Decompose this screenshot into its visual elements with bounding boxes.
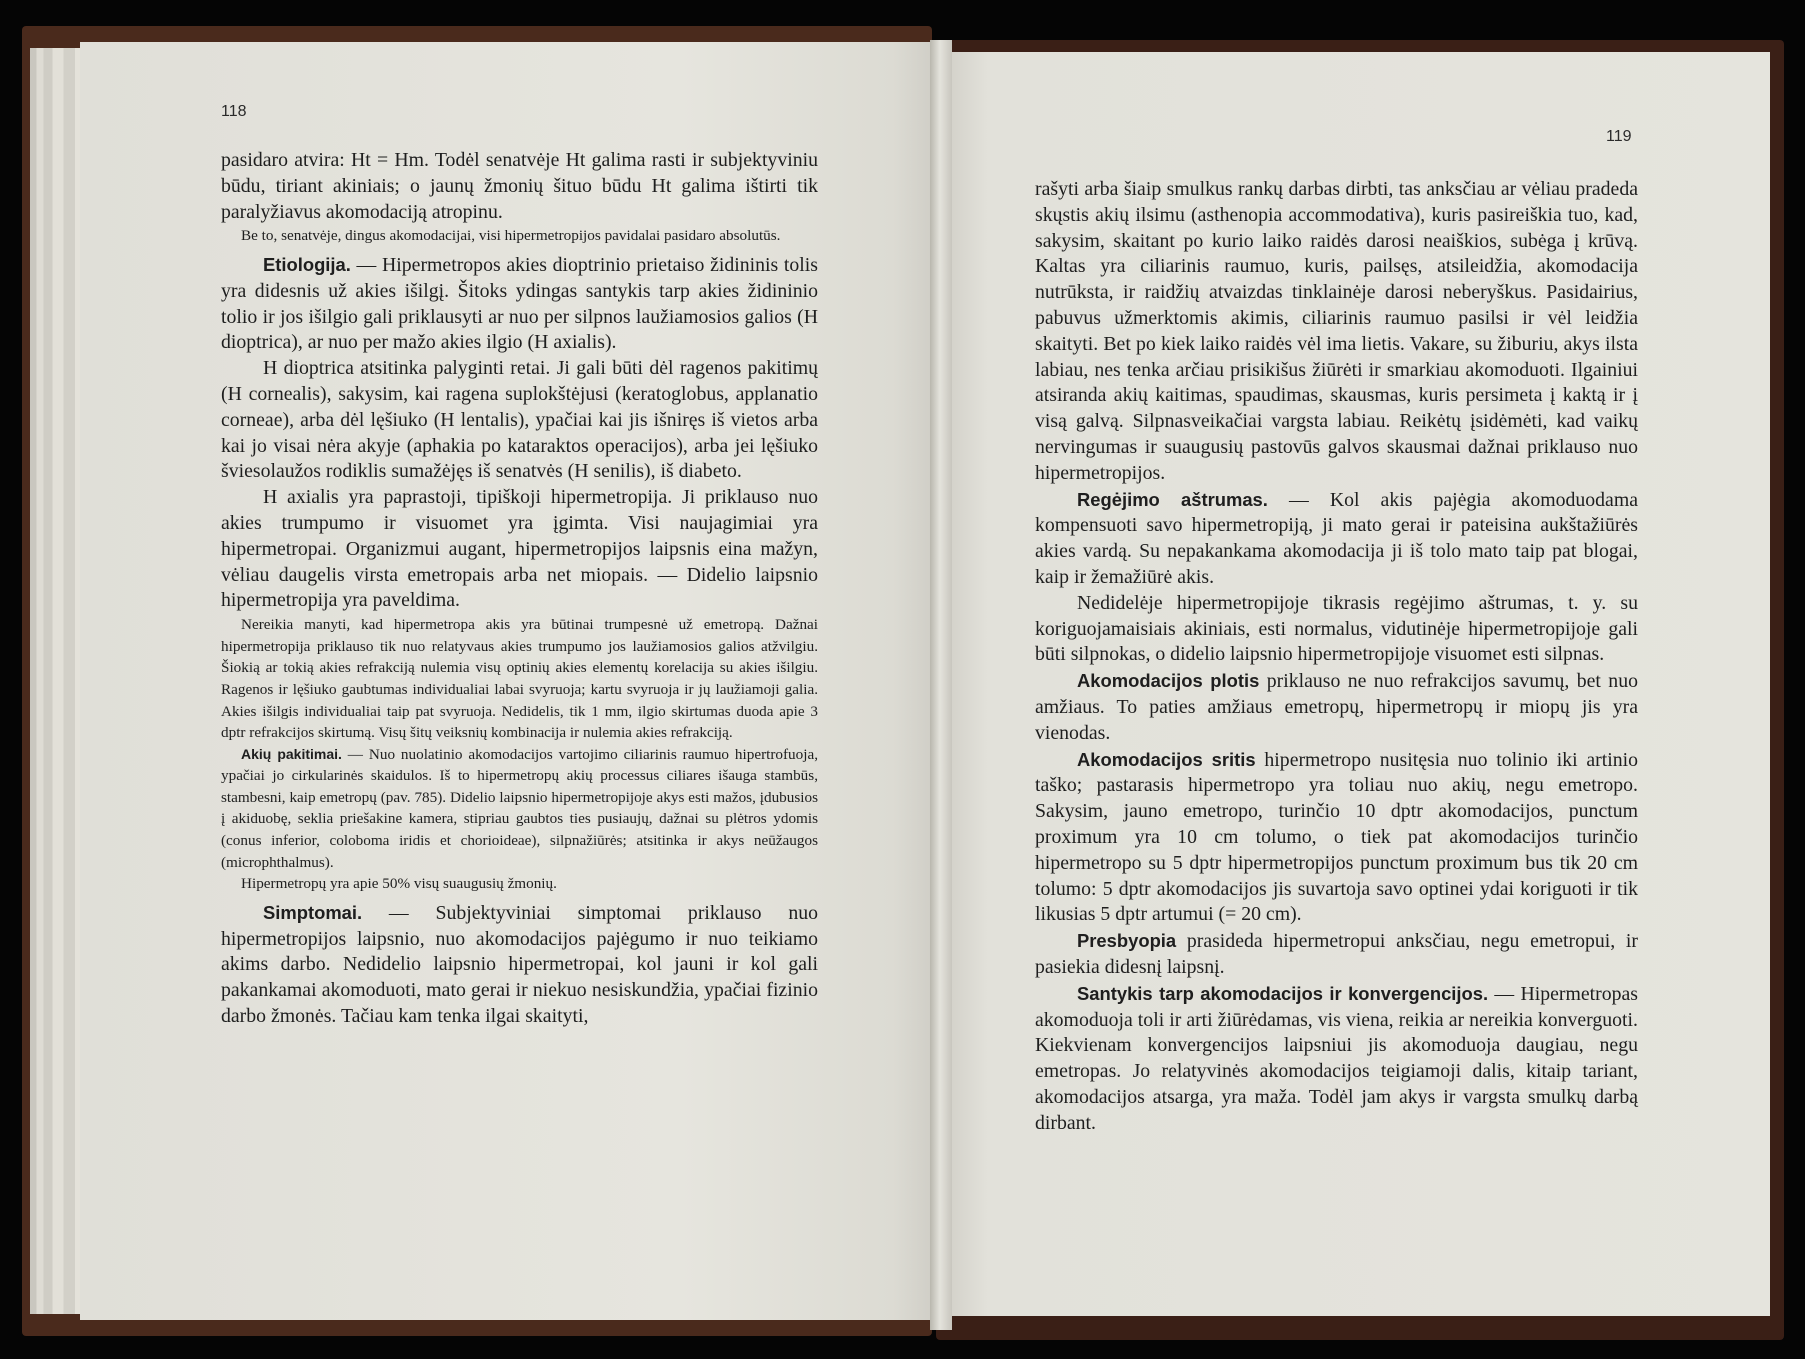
section-heading: Simptomai. [263,901,363,923]
paragraph: Simptomai. — Subjektyviniai simptomai priklauso nuo hipermetropijos laipsnio, nuo akomodacijos pajėgumo ir nuo teikiamo akims darbo. Nedidelio laipsnio hipermetropai, kol jauni ir kol gali pakankamai akomoduoti, mato gerai ir niekuo nesiskundžia, ypačiai fizinio darbo žmonės. Tačiau kam tenka ilgai skaityti, [221,901,818,1028]
left-column [221,148,818,1030]
paragraph: rašyti arba šiaip smulkus rankų darbas dirbti, tas anksčiau ar vėliau pradeda skųstis akių ilsimu (asthenopia accommodativa), kuris pasireiškia tuo, kad, sakysim, skaitant po kurio laiko raidės darosi neaiškios, subėga į krūvą. Kaltas yra ciliarinis raumuo, kuris, pailsęs, atsileidžia, akomodacija nutrūksta, ir raidžių atvaizdas tinklainėje darosi neberyškus. Pasidairius, pabuvus užmerktomis akimis, ciliarinis raumuo pasilsi ir vėl leidžia skaityti. Bet po kiek laiko raidės vėl ima lietis. Vakare, su žiburiu, akys ilsta labiau, nes tenka arčiau prisikišus žiūrėti ir smarkiau akomoduoti. Ilgainiui atsiranda akių kaitimas, spaudimas, skausmas, kuris persimeta į kaktą ir į visą galvą. Silpnasveikačiai vargsta labiau. Reikėtų įsidėmėti, kad vaikų nervingumas ir suaugusių pastovūs galvos skausmai dažnai priklauso nuo hipermetropijos. [1035,178,1638,484]
paragraph: H dioptrica atsitinka palyginti retai. Ji gali būti dėl ragenos pakitimų (H cornealis), sakysim, kai ragena suplokštėjusi (keratoglobus, applanatio corneae), arba dėl lęšiuko (H lentalis), ypačiai kai jis išniręs iš vietos arba kai jo visai nėra akyje (aphakia po kataraktos operacijos), arba jei lęšiuko šviesolaužos rodiklis sumažėjęs iš senatvės (H senilis), iš diabeto. [221,357,818,483]
section-heading: Akomodacijos sritis [1077,748,1256,770]
paragraph: Akomodacijos sritis hipermetropo nusitęsia nuo tolinio iki artinio taško; pastarasis hipermetropo yra toliau nuo akių, negu emetropo. Sakysim, jauno emetropo, turinčio 10 dptr akomodacijos, punctum proximum yra 10 cm tolumo, o tiek pat akomodacijos turinčio hipermetropo su 5 dptr hipermetropijos punctum proximum bus tik 20 cm tolumo: 5 dptr akomodacijos jis suvartoja savo optinei ydai koriguoti ir tik likusias 5 dptr artumui (= 20 cm). [1035,748,1639,926]
section-heading: Etiologija. [263,253,351,275]
paragraph: Presbyopia prasideda hipermetropui anksčiau, negu emetropui, ir pasiekia didesnį laipsnį. [1035,930,1638,978]
right-column [1035,177,1638,1136]
paragraph: Etiologija. — Hipermetropos akies dioptrinio prietaiso židininis tolis yra didesnis už akies išilgį. Šitoks ydingas santykis tarp akies židininio tolio ir jos išilgio gali priklausyti ar nuo per silpnos laužiamosios galios (H dioptrica), ar nuo per mažo akies ilgio (H axialis). [221,253,818,354]
page-number-left: 118 [221,103,247,120]
paragraph: H axialis yra paprastoji, tipiškoji hipermetropija. Ji priklauso nuo akies trumpumo ir visuomet yra įgimta. Visi naujagimiai yra hipermetropai. Organizmui augant, hipermetropijos laipsnis eina mažyn, vėliau daugelis virsta emetropais arba net miopais. — Didelio laipsnio hipermetropija yra paveldima. [221,486,818,612]
section-heading: Santykis tarp akomodacijos ir konvergencijos. [1077,982,1489,1004]
section-heading: Presbyopia [1077,930,1177,952]
paragraph: Nedidelėje hipermetropijoje tikrasis regėjimo aštrumas, t. y. su koriguojamaisiais akiniais, esti normalus, vidutinėje hipermetropijoje gali būti silpnokas, o didelio laipsnio hipermetropijoje visuomet esti silpnas. [1035,591,1638,666]
small-paragraph: Hipermetropų yra apie 50% visų suaugusių žmonių. [241,875,557,893]
section-heading: Regėjimo aštrumas. [1077,488,1268,510]
small-paragraph: Akių pakitimai. — Nuo nuolatinio akomodacijos vartojimo ciliarinis raumuo hipertrofuoja, ypačiai jo cirkularinės skaidulos. Iš to hipermetropų akių processus ciliares išauga stambūs, stambesni, kaip emetropų (pav. 785). Didelio laipsnio hipermetropijoje akys esti mažos, įdubusios į akiduobę, seklia priešakine kamera, stipriau gaubtos ties pusiaujų, dažnai su plėtros ydomis (conus inferior, coloboma iridis et chorioideae), silpnažiūrės; atsitinka ir akys neūžaugos (microphthalmus). [221,745,818,871]
paragraph: Regėjimo aštrumas. — Kol akis pajėgia akomoduodama kompensuoti savo hipermetropiją, ji mato gerai ir pateisina aukštažiūrės akies vardą. Su nepakankama akomodacija ji iš tolo mato taip pat blogai, kaip ir žemažiūrė akis. [1035,488,1638,588]
page-edges [30,48,86,1314]
paragraph: pasidaro atvira: Ht = Hm. Todėl senatvėje Ht galima rasti ir subjektyviniu būdu, tiriant akiniais; o jaunų žmonių šituo būdu Ht galima ištirti tik paralyžiavus akomodaciją atropinu. [221,149,818,223]
small-paragraph: Nereikia manyti, kad hipermetropa akis yra būtinai trumpesnė už emetropą. Dažnai hipermetropija priklauso tik nuo relatyvaus akies trumpumo jos laužiamosios galios atžvilgiu. Šiokią ar tokią akies refrakciją nulemia visų optinių akies elementų korelacija su akies išilgiu. Ragenos ir lęšiuko gaubtumas individualiai labai svyruoja; kartu svyruoja ir jų laužiamoji galia. Akies išilgis individualiai taip pat svyruoja. Nedidelis, tik 1 mm, ilgio skirtumas duoda apie 3 dptr refrakcijos skirtumą. Visų šitų veiksnių kombinacija ir nulemia akies refrakciją. [221,616,818,742]
paragraph: Akomodacijos plotis priklauso ne nuo refrakcijos savumų, bet nuo amžiaus. To paties amžiaus emetropų, hipermetropų ir miopų jis yra vienodas. [1035,670,1638,744]
section-heading: Akomodacijos plotis [1077,670,1260,692]
paragraph: Santykis tarp akomodacijos ir konvergencijos. — Hipermetropas akomoduoja toli ir arti žiūrėdamas, vis viena, reikia ar nereikia konverguoti. Kiekvienam konvergencijos laipsniui jis akomoduoja daugiau, negu emetropas. Jo relatyvinės akomodacijos teigiamoji dalis, kitaip tariant, akomodacijos atsarga, yra maža. Todėl jam akys ir vargsta smulkų darbą dirbant. [1035,982,1638,1134]
small-paragraph: Be to, senatvėje, dingus akomodacijai, visi hipermetropijos pavidalai pasidaro absolutūs. [241,227,781,245]
section-heading: Akių pakitimai. [241,745,342,762]
book-gutter [930,40,952,1330]
page-number-right: 119 [1606,128,1632,145]
